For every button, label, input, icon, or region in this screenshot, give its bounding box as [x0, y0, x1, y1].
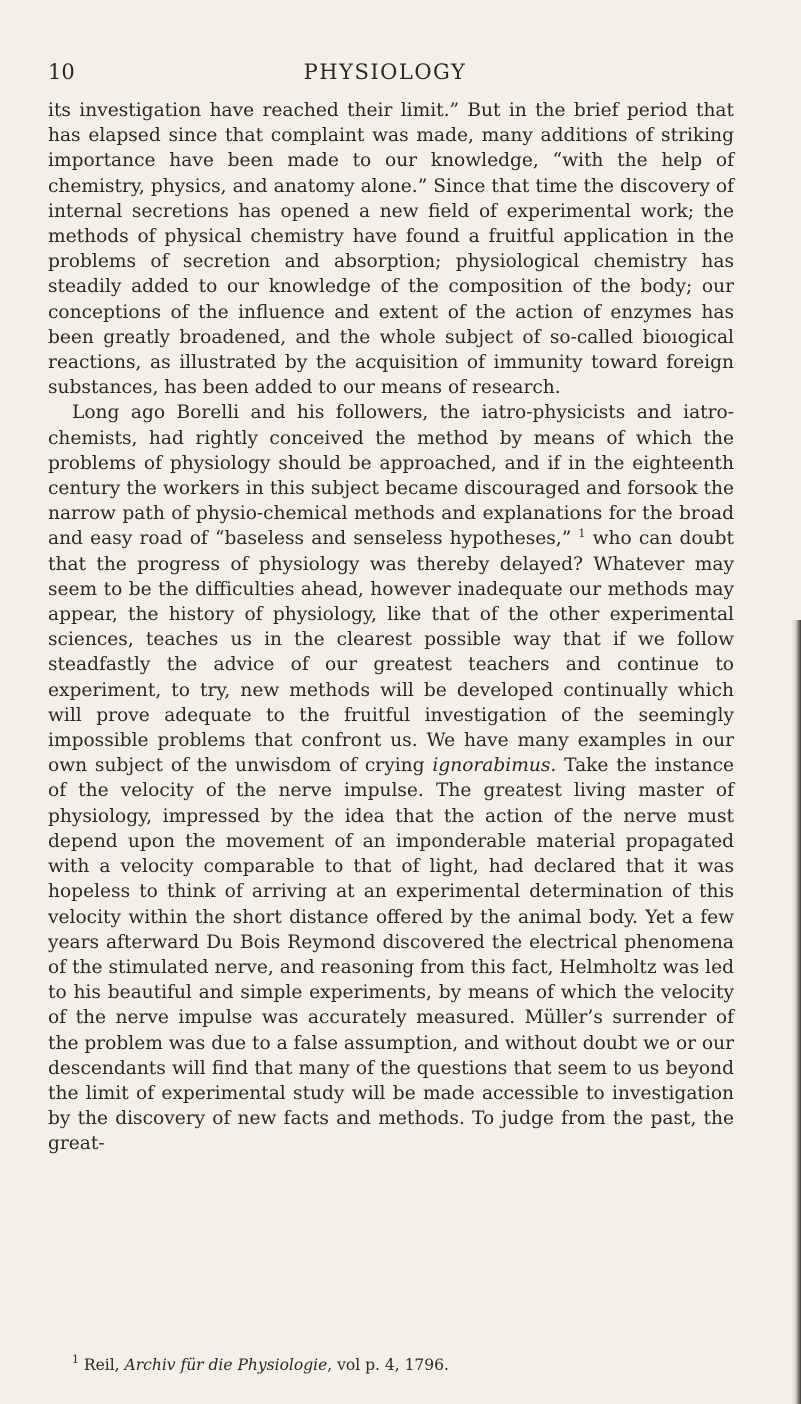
paragraph-2-text-a: Long ago Borelli and his followers, the iatro-physicists and iatro-chemists, had rightly conceived the method by means of which the problems of physiology should be approached, and if in the eighteenth century the workers in this subject became discouraged and forsook the narrow path of physio-chemical methods and explanations for the broad and easy road of “baseless and senseless hypotheses,”	[48, 402, 734, 550]
body-text	[48, 98, 734, 1157]
page-edge-shadow	[791, 620, 801, 1404]
paragraph-2	[48, 400, 734, 1156]
paragraph-1	[48, 98, 734, 400]
running-title: PHYSIOLOGY	[303, 60, 467, 84]
page-number: 10	[48, 60, 75, 84]
footnote-reference: 1	[578, 527, 586, 541]
paragraph-1-text: its investigation have reached their limit.” But in the brief period that has elapsed since that complaint was made, many additions of striking importance have been made to our knowledge, “with the help of chemistry, physics, and anatomy alone.” Since that time the discovery of internal secretions has opened a new field of experimental work; the methods of physical chemistry have found a fruitful application in the problems of secretion and absorption; physiological chemistry has steadily added to our knowledge of the composition of the body; our conceptions of the influence and extent of the action of enzymes has been greatly broadened, and the whole subject of so-called bioıogical reactions, as illustrated by the acquisition of immunity toward foreign substances, has been added to our means of research.	[48, 100, 734, 399]
footnote	[72, 1353, 732, 1374]
footnote-author: Reil,	[79, 1356, 125, 1374]
paragraph-2-text-c: . Take the instance of the velocity of the nerve impulse. The greatest living master of physiology, impressed by the idea that the action of the nerve must depend upon the movement of an imponderable material propagated with a velocity comparable to that of light, had declared that it was hopeless to think of arriving at an experimental determination of this velocity within the short distance offered by the animal body. Yet a few years afterward Du Bois Reymond discovered the electrical phenomena of the stimulated nerve, and reasoning from this fact, Helmholtz was led to his beautiful and simple experiments, by means of which the velocity of the nerve impulse was accurately measured. Müller’s surrender of the problem was due to a false assumption, and without doubt we or our descendants will find that many of the questions that seem to us beyond the limit of experimental study will be made accessible to investigation by the discovery of new facts and methods. To judge from the past, the great-	[48, 755, 734, 1155]
latin-term: ignorabimus	[432, 755, 551, 777]
paragraph-2-text-b: who can doubt that the progress of physiology was thereby delayed? Whatever may seem to be the difficulties ahead, however inadequate our methods may appear, the history of physiology, like that of the other experimental sciences, teaches us in the clearest possible way that if we follow steadfastly the advice of our greatest teachers and continue to experiment, to try, new methods will be developed continually which will prove adequate to the fruitful investigation of the seemingly impossible problems that confront us. We have many examples in our own subject of the unwisdom of crying	[48, 528, 734, 777]
footnote-work-title: Archiv für die Physiologie	[124, 1356, 328, 1374]
footnote-marker: 1	[72, 1353, 79, 1366]
page-header	[40, 60, 730, 90]
footnote-citation: , vol p. 4, 1796.	[327, 1356, 449, 1374]
